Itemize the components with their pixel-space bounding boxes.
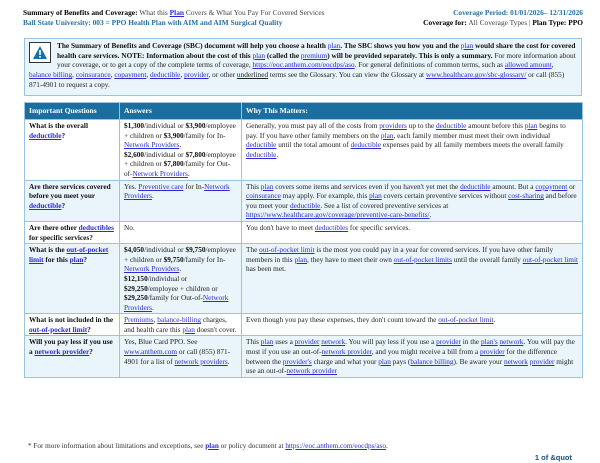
plan-type: Plan Type: PPO bbox=[532, 18, 583, 27]
answer-cell: $4,050/individual or $9,750/employee + children or $9,750/family for In-Network Providers. $12,150/individual or $29,250/employee + children or $29,250/family for Out-of-Network Providers. bbox=[120, 244, 242, 314]
coinsurance-link[interactable]: coinsurance bbox=[75, 70, 111, 80]
glossary-term-link[interactable]: out-of-pocket limit bbox=[29, 245, 109, 264]
sbc-title: Summary of Benefits and Coverage: What this Plan Covers & What You Pay For Covered Services bbox=[23, 8, 325, 17]
glossary-term-link[interactable]: balance-billing bbox=[157, 315, 202, 325]
glossary-term-link[interactable]: plan bbox=[260, 337, 274, 347]
glossary-term-link[interactable]: network bbox=[503, 356, 528, 366]
question-cell: Will you pay less if you use a network provider? bbox=[25, 336, 120, 377]
glossary-term-link[interactable]: Network Providers bbox=[124, 140, 180, 150]
glossary-term-link[interactable]: Premiums bbox=[124, 315, 154, 325]
glossary-term-link[interactable]: plan bbox=[182, 324, 195, 334]
plan-link[interactable]: plan bbox=[460, 41, 474, 50]
allowed-amount-link[interactable]: allowed amount bbox=[504, 60, 552, 70]
glossary-term-link[interactable]: provider bbox=[479, 347, 505, 357]
glossary-term-link[interactable]: deductibles bbox=[314, 222, 349, 232]
answer-cell: No. bbox=[120, 221, 242, 243]
glossary-term-link[interactable]: plan bbox=[378, 356, 391, 366]
plan-link[interactable]: plan bbox=[252, 50, 266, 60]
glossary-term-link[interactable]: plan's bbox=[480, 337, 498, 347]
answer-cell: Yes, Blue Card PPO. See www.anthem.com or call (855) 871-4901 for a list of network providers. bbox=[120, 336, 242, 377]
why-cell: Even though you pay these expenses, they don't count toward the out-of-pocket limit. bbox=[242, 314, 583, 336]
table-row bbox=[25, 336, 583, 377]
glossary-term-link[interactable]: deductible bbox=[350, 140, 381, 150]
glossary-term-link[interactable]: network provider bbox=[286, 366, 337, 376]
glossary-term-link[interactable]: deductible bbox=[29, 200, 62, 210]
glossary-term-link[interactable]: balance billing bbox=[410, 356, 454, 366]
deductible-link[interactable]: deductible bbox=[150, 70, 181, 80]
table-row bbox=[25, 314, 583, 336]
sbc-table bbox=[24, 102, 583, 378]
answer-cell: Yes. Preventive care for In-Network Providers. bbox=[120, 180, 242, 221]
glossary-term-link[interactable]: out-of-pocket limits bbox=[393, 254, 452, 264]
glossary-term-link[interactable]: deductibles bbox=[78, 222, 114, 232]
table-row bbox=[25, 244, 583, 314]
glossary-term-link[interactable]: Network Providers bbox=[124, 293, 229, 312]
column-header-why: Why This Matters: bbox=[242, 103, 583, 120]
question-cell: What is the overall deductible? bbox=[25, 120, 120, 181]
glossary-term-link[interactable]: Network Providers bbox=[124, 181, 230, 201]
footnote: * For more information about limitations and exceptions, see plan or policy document at https://eoc.anthem.com/eocdps/aso. bbox=[28, 442, 388, 450]
eoc-url-link[interactable]: https://eoc.anthem.com/eocdps/aso bbox=[252, 60, 355, 70]
glossary-term-link[interactable]: out-of-pocket limit bbox=[259, 245, 315, 255]
glossary-term-link[interactable]: Network Providers bbox=[124, 264, 180, 274]
glossary-term-link[interactable]: coinsurance bbox=[246, 191, 281, 201]
question-cell: Are there other deductibles for specific services? bbox=[25, 221, 120, 243]
glossary-term-link[interactable]: deductible bbox=[460, 181, 491, 191]
glossary-term-link[interactable]: plan bbox=[69, 254, 84, 264]
glossary-term-link[interactable]: Preventive care bbox=[138, 181, 184, 191]
glossary-term-link[interactable]: network bbox=[499, 337, 524, 347]
sbc-notice-box: The Summary of Benefits and Coverage (SBC) document will help you choose a health plan. The SBC shows you how you and the plan would share the cost for covered health care services. NOTE: Information about the cost of this plan (called the premium) will be provided separately. This is only a summary. For more information about your coverage, or to get a copy of the complete terms of coverage, https://eoc.anthem.com/eocdps/aso. For general definitions of common terms, such as allowed amount, balance billing, coinsurance, copayment, deductible, provider, or other underlined terms see the Glossary. You can view the Glossary at www.healthcare.gov/sbc-glossary/ or call (855) 871-4901 to request a copy. bbox=[24, 38, 582, 96]
glossary-term-link[interactable]: network provider bbox=[321, 347, 372, 357]
glossary-term-link[interactable]: www.anthem.com bbox=[124, 347, 178, 357]
glossary-term-link[interactable]: Network Providers bbox=[132, 168, 188, 178]
question-cell: What is the out-of-pocket limit for this plan? bbox=[25, 244, 120, 314]
glossary-term-link[interactable]: deductible bbox=[246, 149, 277, 159]
glossary-link[interactable]: www.healthcare.gov/sbc-glossary/ bbox=[425, 70, 527, 80]
glossary-term-link[interactable]: provider bbox=[436, 337, 461, 347]
glossary-term-link[interactable]: plan bbox=[524, 121, 538, 130]
provider-link[interactable]: provider bbox=[184, 70, 209, 80]
eoc-url-link[interactable]: https://eoc.anthem.com/eocdps/aso bbox=[285, 442, 386, 450]
balance-billing-link[interactable]: balance billing bbox=[29, 70, 73, 80]
why-cell: This plan uses a provider network. You will pay less if you use a provider in the plan's network. You will pay the most if you use an out-of-network provider, and you might receive a bill from a provider for the difference between the provider's charge and what your plan pays (balance billing). Be aware your network provider might use an out-of-network provider bbox=[242, 336, 583, 377]
glossary-term-link[interactable]: plan bbox=[369, 191, 382, 201]
glossary-term-link[interactable]: deductible bbox=[436, 121, 467, 130]
glossary-term-link[interactable]: network provider bbox=[34, 347, 90, 357]
why-cell: You don't have to meet deductibles for specific services. bbox=[242, 221, 583, 243]
glossary-term-link[interactable]: deductible bbox=[289, 200, 321, 210]
glossary-term-link[interactable]: deductible bbox=[246, 140, 277, 150]
glossary-term-link[interactable]: providers bbox=[379, 121, 407, 130]
coverage-period: Coverage Period: 01/01/2026– 12/31/2026 bbox=[453, 8, 583, 17]
column-header-answers: Answers bbox=[120, 103, 242, 120]
glossary-term-link[interactable]: cost-sharing bbox=[508, 191, 544, 201]
glossary-term-link[interactable]: provider's bbox=[282, 356, 312, 366]
question-cell: Are there services covered before you meet your deductible? bbox=[25, 180, 120, 221]
glossary-term-link[interactable]: out-of-pocket limit bbox=[438, 315, 494, 325]
answer-cell: Premiums, balance-billing charges, and health care this plan doesn't cover. bbox=[120, 314, 242, 336]
glossary-term-link[interactable]: deductible bbox=[29, 130, 62, 140]
glossary-term-link[interactable]: provider bbox=[294, 337, 320, 347]
coverage-for: Coverage for: All Coverage Types | Plan Type: PPO bbox=[423, 18, 583, 27]
glossary-term-link[interactable]: plan bbox=[380, 130, 394, 140]
warning-icon bbox=[29, 42, 51, 63]
glossary-term-link[interactable]: provider bbox=[529, 356, 555, 366]
glossary-term-link[interactable]: out-of-pocket limit bbox=[29, 324, 88, 334]
glossary-term-link[interactable]: out-of-pocket limit bbox=[522, 254, 578, 264]
plan-name: Ball State University: 003 = PPO Health Plan with AIM and AIM Surgical Quality bbox=[23, 18, 283, 27]
why-cell: This plan covers some items and services even if you haven't yet met the deductible amount. But a copayment or coinsurance may apply. For example, this plan covers certain preventive services without cost-sharing and before you meet your deductible. See a list of covered preventive services at https://www.healthcare.gov/coverage/preventive-care-benefits/. bbox=[242, 180, 583, 221]
plan-link[interactable]: plan bbox=[327, 41, 341, 50]
answer-cell: $1,300/individual or $3,900/employee + children or $3,900/family for In-Network Providers. $2,600/individual or $7,800/employee + children or $7,800/family for Out-of-Network Providers. bbox=[120, 120, 242, 181]
why-cell: Generally, you must pay all of the costs from providers up to the deductible amount before this plan begins to pay. If you have other family members on the plan, each family member must meet their own individual deductible until the total amount of deductible expenses paid by all family members meets the overall family deductible. bbox=[242, 120, 583, 181]
plan-link[interactable]: Plan bbox=[169, 8, 185, 17]
glossary-term-link[interactable]: copayment bbox=[535, 181, 568, 191]
question-cell: What is not included in the out-of-pocket limit? bbox=[25, 314, 120, 336]
glossary-term-link[interactable]: network providers bbox=[174, 356, 228, 366]
column-header-questions: Important Questions bbox=[25, 103, 120, 120]
glossary-term-link[interactable]: plan bbox=[260, 181, 274, 191]
copayment-link[interactable]: copayment bbox=[114, 70, 147, 80]
plan-link[interactable]: plan bbox=[205, 442, 219, 450]
premium-link[interactable]: premium bbox=[300, 50, 328, 60]
glossary-term-link[interactable]: network bbox=[321, 337, 346, 347]
table-row bbox=[25, 120, 583, 181]
table-row bbox=[25, 221, 583, 243]
table-row bbox=[25, 180, 583, 221]
page-number: 1 of &quot bbox=[534, 453, 572, 462]
glossary-term-link[interactable]: https://www.healthcare.gov/coverage/preventive-care-benefits/ bbox=[246, 210, 430, 220]
document-header bbox=[23, 8, 583, 28]
why-cell: The out-of-pocket limit is the most you could pay in a year for covered services. If you have other family members in this plan, they have to meet their own out-of-pocket limits until the overall family out-of-pocket limit has been met. bbox=[242, 244, 583, 314]
glossary-term-link[interactable]: plan bbox=[294, 254, 308, 264]
